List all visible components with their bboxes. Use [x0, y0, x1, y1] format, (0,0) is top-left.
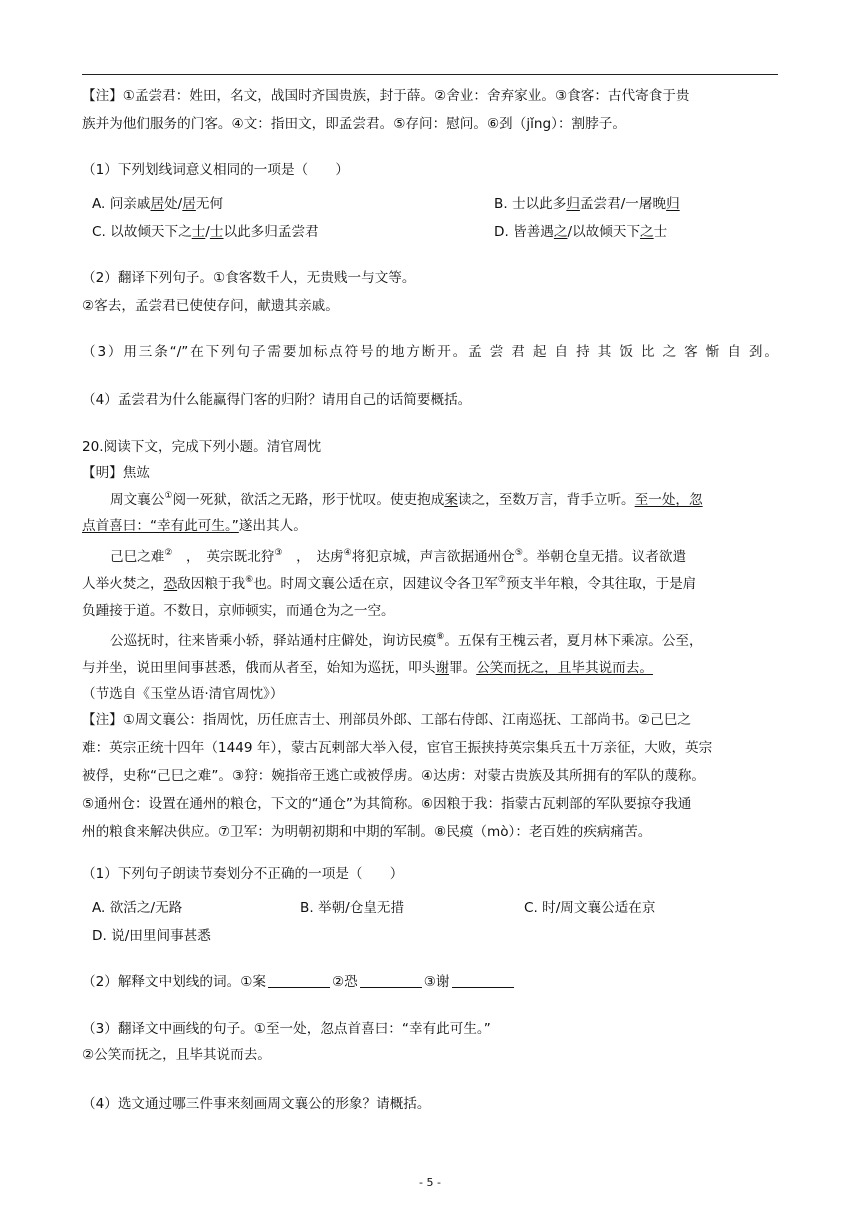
q20-source: （节选自《玉堂丛语·清官周忱》） [82, 686, 284, 702]
q20-2: （2）解释文中划线的词。①案 ②恐 ③谢 [82, 972, 516, 992]
q20-p2-line2: 人举火焚之，恐敌因粮于我⑥也。时周文襄公适在京，因建议令各卫军⑦预支半年粮，令其往取，于是肩 [82, 575, 697, 592]
q20-notes-line2: 难：英宗正统十四年（1449 年），蒙古瓦剌部大举入侵，宦官王振挟持英宗集兵五十万亲征，大败，英宗 [82, 740, 713, 756]
q20-1-option-a: A. 欲活之/无路 [92, 900, 183, 916]
q20-1-option-b: B. 举朝/仓皇无措 [300, 900, 405, 916]
q20-notes-line4: ⑤通州仓：设置在通州的粮仓，下文的“通仓”为其简称。⑥因粮于我：指蒙古瓦剌部的军队要掠夺我通 [82, 796, 692, 812]
header-rule [82, 74, 778, 75]
q19-1-option-d: D. 皆善遇之/以故倾天下之士 [494, 224, 668, 240]
q19-1-option-a: A. 问亲戚居处/居无何 [92, 196, 224, 212]
q19-3: （3）用三条“/”在下列句子需要加标点符号的地方断开。孟 尝 君 起 自 持 其 饭 比 之 客 惭 自 刭。 [82, 344, 778, 360]
q20-p1-line1: 周文襄公①阅一死狱，欲活之无路，形于忧叹。使吏抱成案读之，至数万言，背手立听。至一处，忽 [110, 491, 703, 508]
answer-blank-3[interactable] [452, 973, 514, 988]
q20-notes-line1: 【注】①周文襄公：指周忱，历任庶吉士、刑部员外郎、工部右侍郎、江南巡抚、工部尚书。②己巳之 [82, 712, 691, 728]
q20-3-line1: （3）翻译文中画线的句子。①至一处，忽点首喜曰：“幸有此可生。” [82, 1021, 491, 1037]
q20-1-option-d: D. 说/田里间事甚悉 [92, 928, 211, 944]
q19-2-line1: （2）翻译下列句子。①食客数千人，无贵贱一与文等。 [82, 270, 416, 286]
answer-blank-1[interactable] [268, 973, 330, 988]
q20-author: 【明】焦竑 [82, 465, 150, 481]
q20-p3-line2: 与并坐，说田里间事甚悉，俄而从者至，始知为巡抚，叩头谢罪。公笑而抚之，且毕其说而去。 [82, 660, 653, 676]
page-number: - 5 - [419, 1176, 441, 1189]
q20-3-line2: ②公笑而抚之，且毕其说而去。 [82, 1047, 271, 1063]
note1-line2: 族并为他们服务的门客。④文：指田文，即孟尝君。⑤存问：慰问。⑥刭（jǐng）：割脖子。 [82, 116, 626, 132]
q20-4: （4）选文通过哪三件事来刻画周文襄公的形象？请概括。 [82, 1096, 431, 1112]
q20-p3-line1: 公巡抚时，往来皆乘小轿，驿站通村庄僻处，询访民瘼⑧。五保有王槐云者，夏月林下乘凉。公至， [110, 632, 703, 649]
q19-1-option-b: B. 士以此多归孟尝君/一屠晚归 [494, 196, 680, 212]
q20-1-stem: （1）下列句子朗读节奏划分不正确的一项是（ ） [82, 866, 404, 882]
q20-notes-line5: 州的粮食来解决供应。⑦卫军：为明朝初期和中期的军制。⑧民瘼（mò）：老百姓的疾病痛苦。 [82, 824, 652, 840]
q20-p2-line3: 负踵接于道。不数日，京师顿实，而通仓为之一空。 [82, 603, 395, 619]
note1-line1: 【注】①孟尝君：姓田，名文，战国时齐国贵族，封于薛。②舍业：舍弃家业。③食客：古代寄食于贵 [82, 88, 690, 104]
q19-2-line2: ②客去，孟尝君已使使存问，献遗其亲戚。 [82, 298, 339, 314]
q20-1-option-c: C. 时/周文襄公适在京 [524, 900, 656, 916]
q20-heading: 20.阅读下文，完成下列小题。清官周忱 [82, 439, 322, 455]
answer-blank-2[interactable] [360, 973, 422, 988]
q20-notes-line3: 被俘，史称“己巳之难”。③狩：婉指帝王逃亡或被俘虏。④达虏：对蒙古贵族及其所拥有的军队的蔑称。 [82, 768, 705, 784]
q19-1-stem: （1）下列划线词意义相同的一项是（ ） [82, 162, 349, 178]
q19-1-option-c: C. 以故倾天下之士/士以此多归孟尝君 [92, 224, 319, 240]
q19-4: （4）孟尝君为什么能赢得门客的归附？请用自己的话简要概括。 [82, 392, 472, 408]
q20-p2-line1: 己巳之难② ， 英宗既北狩③ ， 达虏④将犯京城，声言欲据通州仓⑤。举朝仓皇无措。议者欲遣 [110, 548, 687, 565]
q20-p1-line2: 点首喜曰：“幸有此可生。”遂出其人。 [82, 518, 307, 534]
